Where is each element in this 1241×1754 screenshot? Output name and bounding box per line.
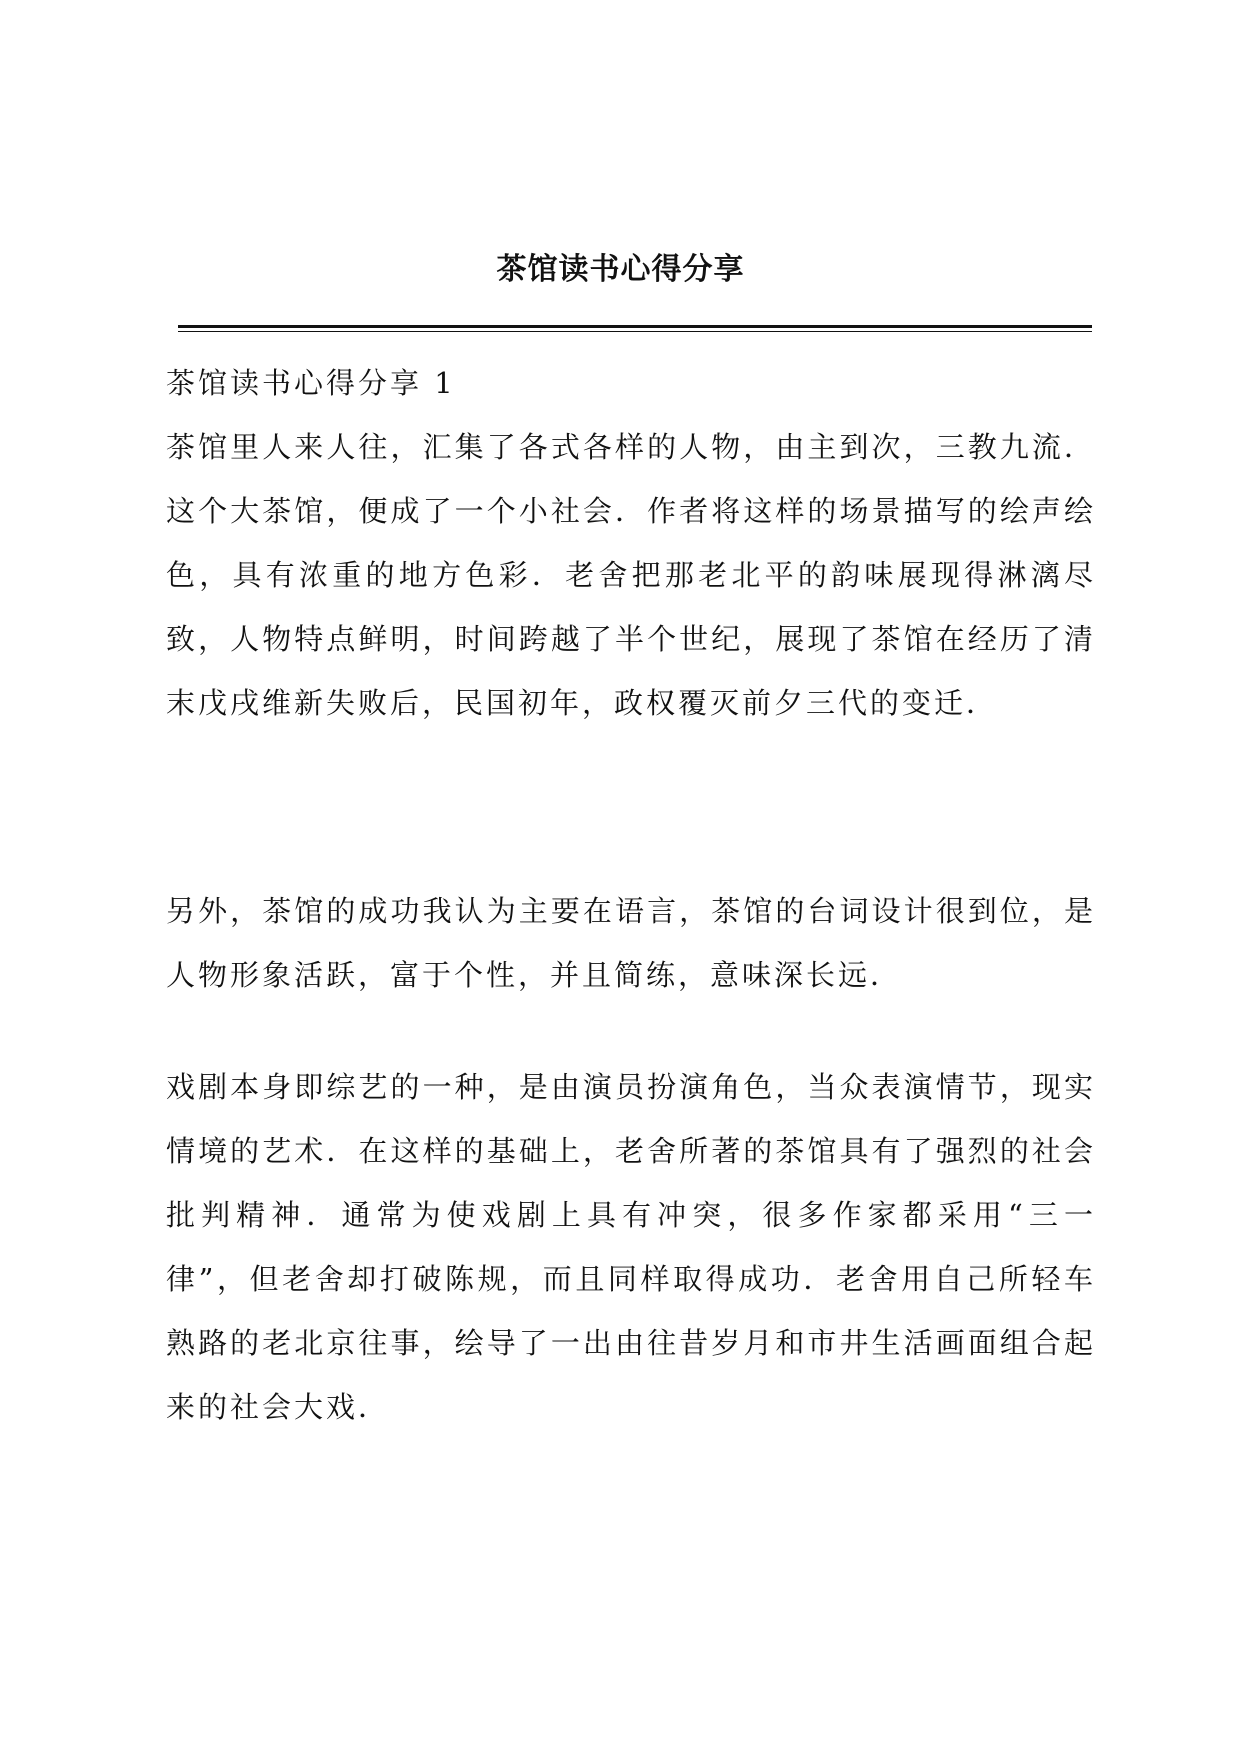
paragraph-3: 戏剧本身即综艺的一种，是由演员扮演角色，当众表演情节，现实情境的艺术．在这样的基础上，老舍所著的茶馆具有了强烈的社会批判精神．通常为使戏剧上具有冲突，很多作家都采用“三一律”，但老舍却打破陈规，而且同样取得成功．老舍用自己所轻车熟路的老北京往事，绘导了一出由往昔岁月和市井生活画面组合起来的社会大戏． <box>166 1070 1096 1424</box>
paragraph-2: 另外，茶馆的成功我认为主要在语言，茶馆的台词设计很到位，是人物形象活跃，富于个性，并且简练，意味深长远． <box>166 894 1096 992</box>
document-title: 茶馆读书心得分享 <box>496 252 745 287</box>
paragraph-1: 茶馆里人来人往，汇集了各式各样的人物，由主到次，三教九流．这个大茶馆，便成了一个小社会．作者将这样的场景描写的绘声绘色，具有浓重的地方色彩．老舍把那老北平的韵味展现得淋漓尽致，人物特点鲜明，时间跨越了半个世纪，展现了茶馆在经历了清末戊戌维新失败后，民国初年，政权覆灭前夕三代的变迁． <box>166 430 1096 720</box>
section-heading: 茶馆读书心得分享 1 <box>166 366 456 400</box>
title-divider <box>178 325 1092 332</box>
